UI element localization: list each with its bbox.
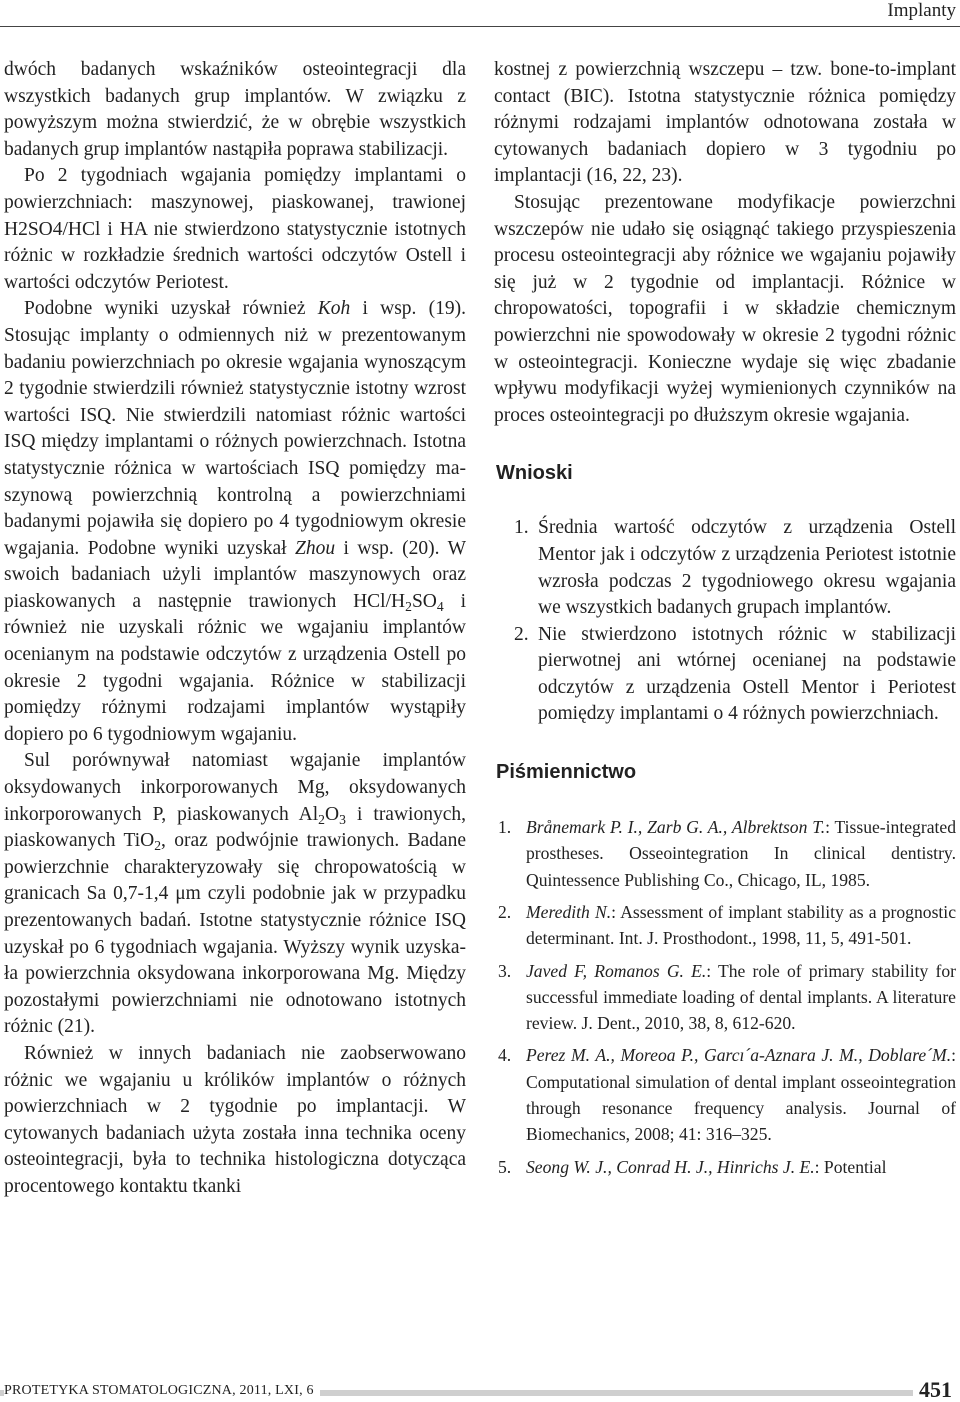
running-title: Implanty: [887, 0, 956, 21]
reference-body: : The role of primary stability for successful immediate loading of dental implants. A literature review. J. Dent., 2010, 38, 8, 612-620.: [526, 960, 956, 1034]
text-span: i wsp. (19). Stosując implanty o odmiennych niż w prezentowanym badaniu powierzchniach po okresie wgajania wynoszącym 2 tygodnie stwierdzili również statystycznie istotny wzrost wartości ISQ. Nie stwierdzili natomiast różnic wartości ISQ między implantami o różnych powierzchnach. Istotna statystycznie różnica w wartościach ISQ pomiędzy maszynową powierzchnią kontrolną a powierzchniami badanymi pojawiła się dopiero po 4 tygodniowym okresie wgajania. Podobne wyniki uzyskał: [4, 298, 467, 559]
conclusion-item: [514, 515, 956, 621]
conclusion-item: [514, 622, 956, 728]
reference-number: 3.: [498, 960, 512, 981]
reference-body: : Computational simulation of dental implant osseointegration through resonance frequency analysis. Journal of Biomechanics, 2008; 41: 316–325.: [526, 1045, 956, 1145]
right-column: [494, 57, 956, 1186]
paragraph-koh-zhou: [4, 296, 466, 748]
conclusions-heading: Wnioski: [496, 462, 573, 485]
left-column: [4, 57, 466, 1201]
reference-body: : Potential: [814, 1156, 887, 1177]
references-list: [494, 814, 956, 1180]
text-span: , oraz podwójnie trawionych. Badane powierzchnie charakteryzowały się chropowatością w granicach Sa 0,7-1,4 μm czyli podobnie jak w przypadku prezentowanych badań. Istotne statystycznie różnice ISQ uzyskał po 6 tygodniach wgajania. Wyższy wynik uzyskała powierzchnia oksydowana inkorporowana Mg. Między pozostałymi powierzchniami nie odnotowano istotnych różnic (21).: [4, 830, 466, 1038]
reference-body: : Assessment of implant stability as a prognostic determinant. Int. J. Prosthodont., 1998, 11, 5, 491-501.: [526, 901, 956, 949]
reference-authors: Meredith N.: [526, 901, 612, 922]
reference-item: [498, 1042, 956, 1147]
paragraph-2-weeks: Po 2 tygodniach wgajania pomiędzy implantami o powierzchniach: maszynowej, piaskowanej, trawionej H2SO4/HCl i HA nie stwierdzono statystycznie istotnych różnic w rozkładzie średnich wartości odczytów Ostell i wartości odczytów Periotest.: [4, 165, 466, 293]
reference-authors: Brånemark P. I., Zarb G. A., Albrektson T.: [526, 817, 826, 838]
subscript: 2: [405, 598, 412, 614]
reference-body: : Tissue-integrated prostheses. Osseointegration In clinical dentistry. Quintessence Publishing Co., Chicago, IL, 1985.: [526, 817, 956, 890]
paragraph-bic: kostnej z powierzchnią wszczepu – tzw. bone-to-implant contact (BIC). Istotna statystycznie różnica pomiędzy różnymi rodzajami implantów odnotowana została w cytowanych badaniach dopiero w 3 tygodniu po implantacji (16, 22, 23).: [494, 59, 956, 187]
reference-number: 1.: [498, 817, 512, 838]
journal-footer: PROTETYKA STOMATOLOGICZNA, 2011, LXI, 6: [4, 1383, 320, 1399]
reference-text: [526, 1154, 956, 1180]
text-span: O: [325, 803, 340, 825]
conclusion-text: Nie stwierdzono istotnych różnic w stabilizacji pierwotnej ani wtórnej ocenianej na podstawie odczytów z urządzenia Ostell Mentor i Periotest pomiędzy implantami o 4 różnych powierzchniach.: [538, 623, 956, 725]
text-span: i wsp. (20). W swoich badaniach użyli implantów maszynowych oraz piaskowanych a następnie trawionych HCl/H: [4, 537, 466, 612]
conclusion-number: 2.: [514, 623, 529, 645]
subscript: 4: [436, 598, 444, 614]
author-zhou: Zhou: [295, 537, 336, 559]
reference-item: [498, 814, 956, 893]
text-span: i trawionych, piaskowanych TiO: [4, 803, 466, 852]
paragraph-continued: dwóch badanych wskaźników osteointegracji dla wszystkich badanych grup implantów. W związku z powyższym można stwierdzić, że w obrębie wszystkich badanych grup implantów nastąpiła poprawa stabilizacji.: [4, 59, 466, 160]
page-number: 451: [913, 1379, 952, 1401]
conclusions-list: [494, 515, 956, 728]
reference-item: [498, 958, 956, 1037]
reference-authors: Javed F, Romanos G. E.: [526, 960, 707, 981]
reference-number: 4.: [498, 1045, 512, 1066]
conclusion-number: 1.: [514, 517, 529, 539]
subscript: 2: [154, 838, 162, 854]
reference-text: [526, 1042, 956, 1147]
reference-authors: Perez M. A., Moreoa P., Garcı´a-Aznara J. M., Doblare´M.: [526, 1045, 952, 1066]
reference-item: [498, 899, 956, 952]
conclusion-text: Średnia wartość odczytów z urządzenia Ostell Mentor jak i odczytów z urządzenia Periotest istotnie wzrosła podczas 2 tygodniowego okresu wgajania we wszystkich badanych grupach implantów.: [538, 517, 956, 619]
reference-number: 2.: [498, 901, 512, 922]
paragraph-modifications: Stosując prezentowane modyfikacje powierzchni wszczepów nie udało się osiągnąć takiego przyspieszenia procesu osteointegracji aby różnice we wgajaniu pojawiły się już w 2 tygodnie od implantacji. Różnice w chropowatości, topografii i w składzie chemicznym powierzchni nie spowodowały w okresie 2 tygodni różnic w osteointegracji. Konieczne wydaje się więc zbadanie wpływu modyfikacji wyżej wymienionych czynników na proces osteointegracji po dłuższym okresie wgajania.: [494, 191, 956, 426]
reference-text: [526, 958, 956, 1037]
subscript: 3: [339, 811, 346, 827]
subscript: 2: [318, 811, 325, 827]
paragraph-sul: [4, 748, 466, 1041]
text-span: i również nie uzyskali różnic we wgajaniu implantów ocenianym na podstawie odczytów z urządzenia Ostell po okresie 2 tygodni wgajania. Różnice w stabilizacji pomiędzy różnymi rodzajami implantów wystąpiły dopiero po 6 tygodniowym wgajaniu.: [4, 590, 467, 745]
text-span: SO: [411, 590, 437, 612]
references-heading: Piśmiennictwo: [496, 761, 637, 784]
reference-authors: Seong W. J., Conrad H. J., Hinrichs J. E.: [526, 1156, 815, 1177]
reference-text: [526, 899, 956, 952]
header-rule: [0, 26, 960, 27]
reference-item: [498, 1154, 956, 1180]
reference-text: [526, 814, 956, 893]
reference-number: 5.: [498, 1156, 512, 1177]
paragraph-rabbits: Również w innych badaniach nie zaobserwowano różnic we wgajaniu u królików implantów o różnych powierzchniach w 2 tygodnie po implantacji. W cytowanych badaniach użyta została inna technika oceny osteointegracji, była to technika histologiczna dotycząca procentowego kontaktu tkanki: [4, 1042, 466, 1197]
text-span: Sul porównywał natomiast wgajanie implantów oksydowanych inkorporowanych Mg, oksydowanych inkorporowanych P, piaskowanych Al: [4, 750, 466, 825]
author-koh: Koh: [317, 298, 351, 320]
text-span: Podobne wyniki uzyskał również: [24, 298, 318, 320]
